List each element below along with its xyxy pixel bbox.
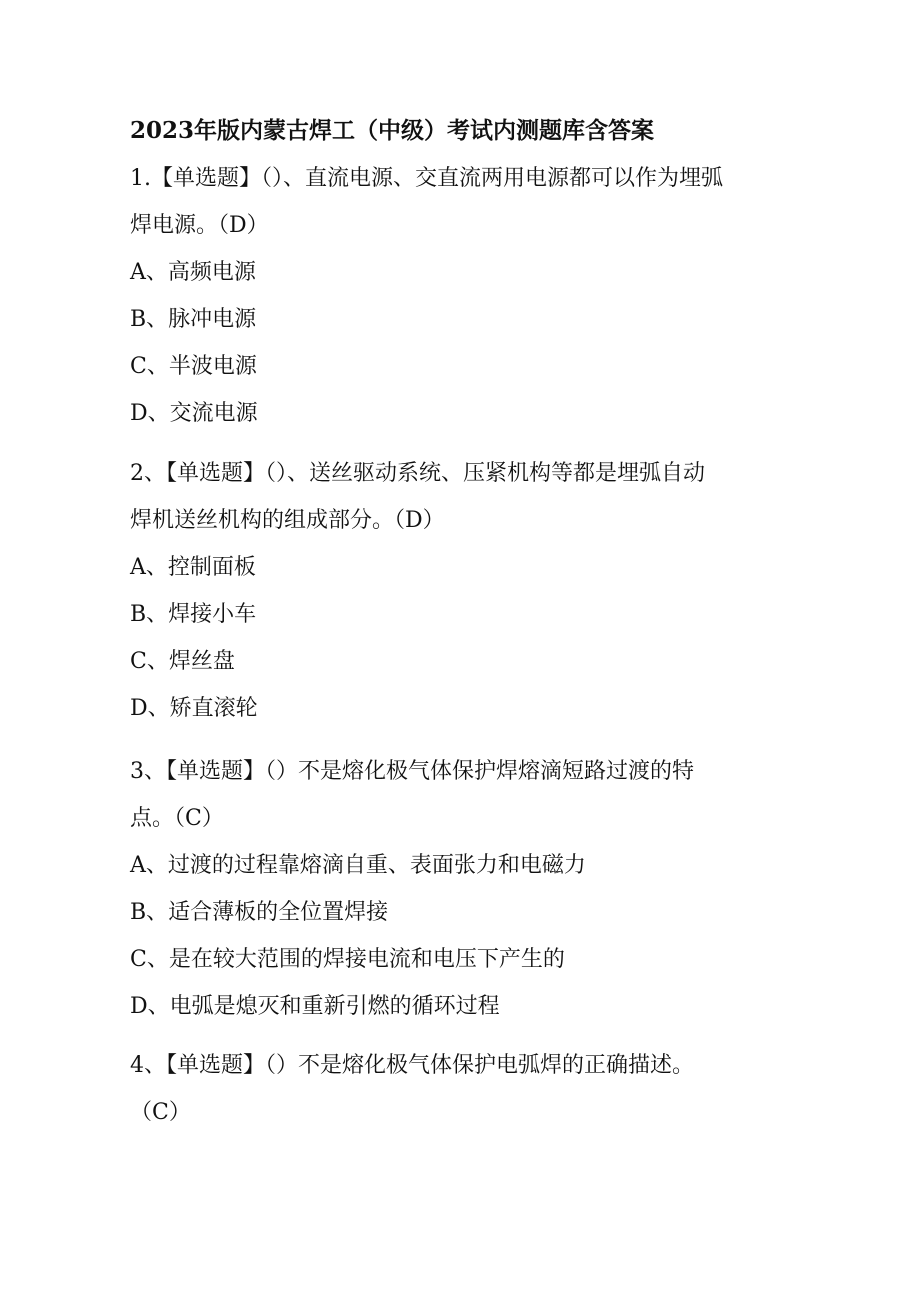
question-1-option-b: B、脉冲电源: [130, 307, 257, 332]
question-3-option-b: B、适合薄板的全位置焊接: [130, 900, 389, 925]
question-4-line-1: 4、【单选题】（）不是熔化极气体保护电弧焊的正确描述。: [130, 1053, 694, 1078]
question-1-option-c: C、半波电源: [130, 354, 257, 379]
question-2-option-d: D、矫直滚轮: [130, 696, 258, 721]
question-1-option-a: A、高频电源: [130, 260, 256, 285]
question-2-option-c: C、焊丝盘: [130, 649, 235, 674]
question-2-option-a: A、控制面板: [130, 555, 256, 580]
question-2-option-b: B、焊接小车: [130, 602, 257, 627]
question-3: [130, 748, 790, 1030]
question-3-option-a: A、过渡的过程靠熔滴自重、表面张力和电磁力: [130, 853, 586, 878]
question-4-line-2: （C）: [130, 1100, 191, 1125]
question-1-line-2: 焊电源。（D）: [130, 213, 269, 238]
question-2: [130, 450, 790, 732]
document-title: 2023年版内蒙古焊工（中级）考试内测题库含答案: [130, 117, 655, 144]
question-1-option-d: D、交流电源: [130, 401, 258, 426]
question-1-line-1: 1.【单选题】（）、直流电源、交直流两用电源都可以作为埋弧: [130, 166, 723, 191]
question-3-line-1: 3、【单选题】（）不是熔化极气体保护焊熔滴短路过渡的特: [130, 759, 694, 784]
question-1: [130, 155, 790, 437]
question-4: [130, 1042, 790, 1136]
question-2-line-2: 焊机送丝机构的组成部分。（D）: [130, 508, 445, 533]
question-2-line-1: 2、【单选题】（）、送丝驱动系统、压紧机构等都是埋弧自动: [130, 461, 705, 486]
question-3-option-d: D、电弧是熄灭和重新引燃的循环过程: [130, 994, 500, 1019]
question-3-option-c: C、是在较大范围的焊接电流和电压下产生的: [130, 947, 565, 972]
question-3-line-2: 点。（C）: [130, 806, 224, 831]
